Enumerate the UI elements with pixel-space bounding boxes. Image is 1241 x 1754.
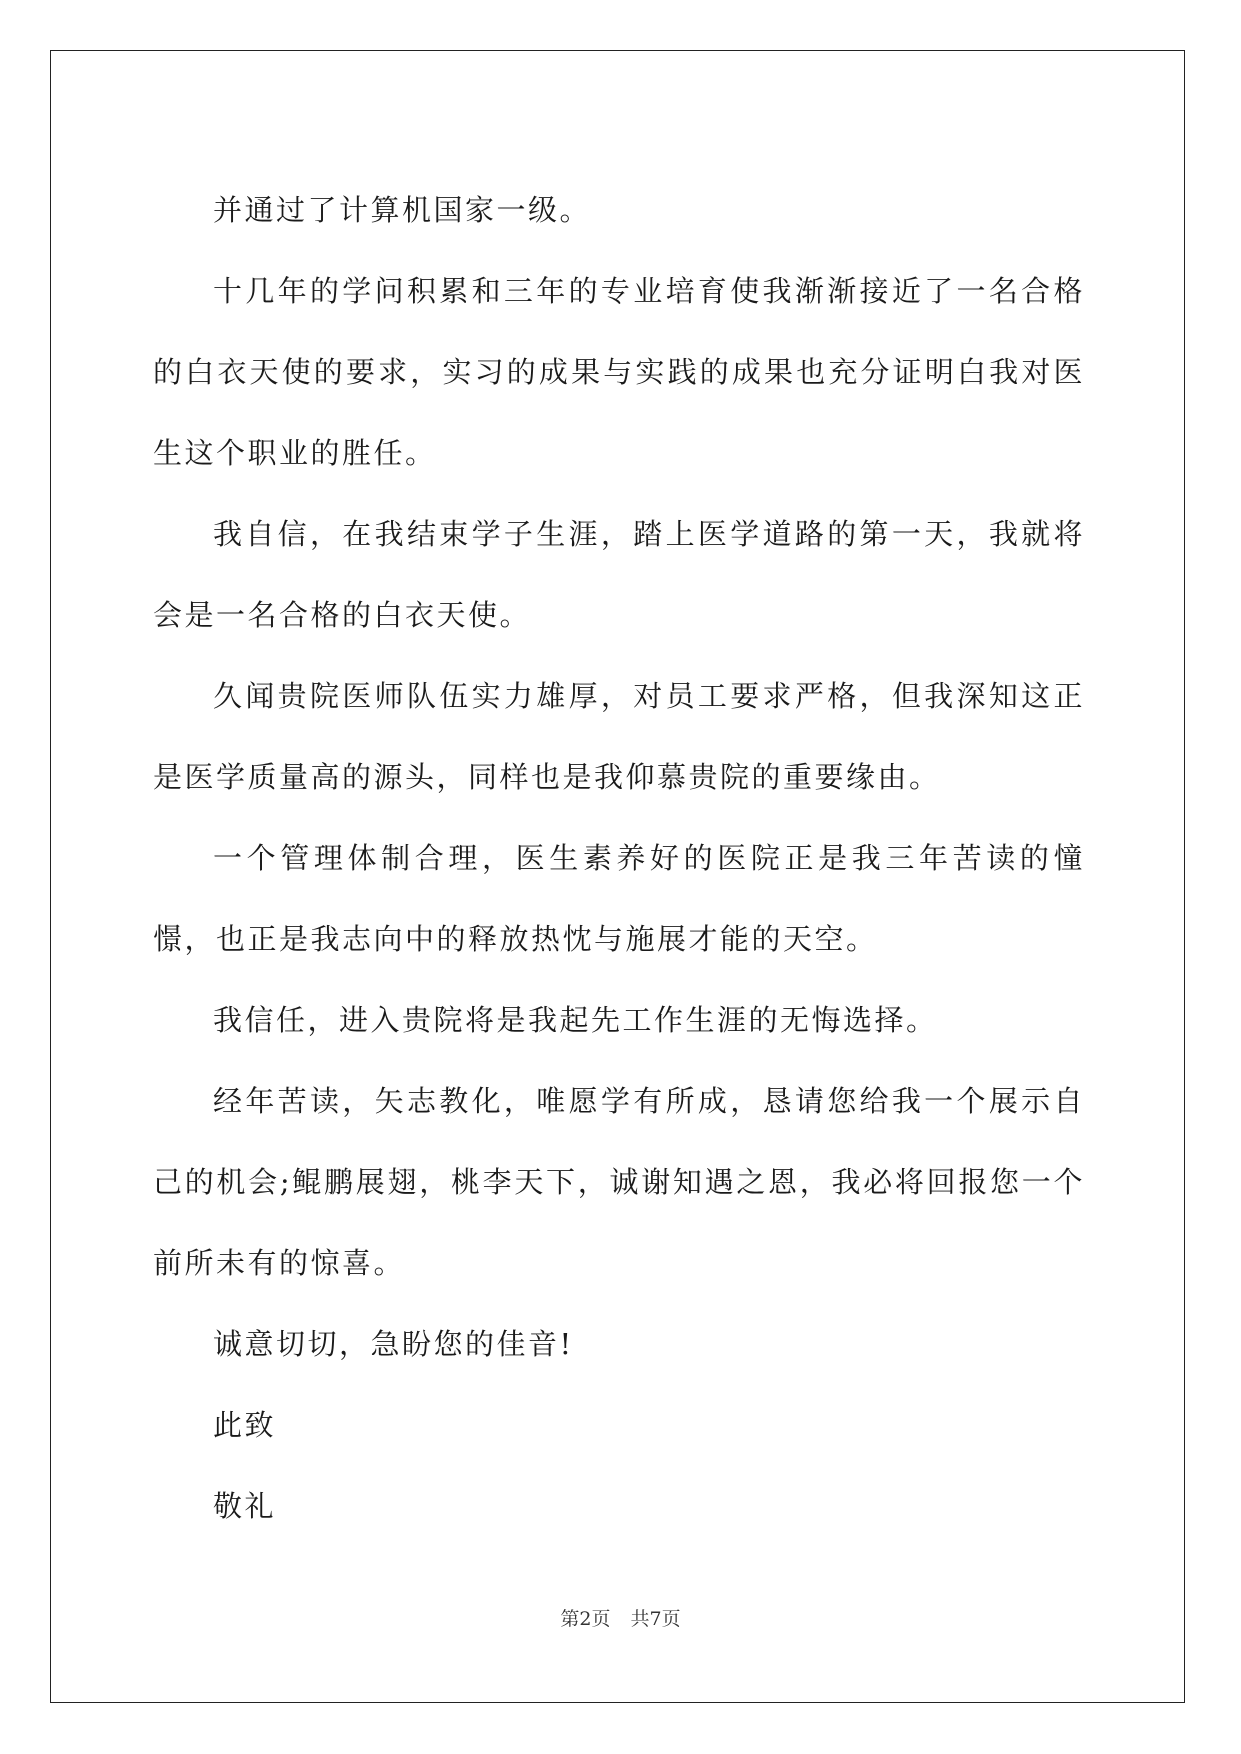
paragraph-6: 我信任，进入贵院将是我起先工作生涯的无悔选择。	[213, 1003, 938, 1037]
paragraph-5: 一个管理体制合理，医生素养好的医院正是我三年苦读的憧憬，也正是我志向中的释放热忱与施展才能的天空。	[153, 841, 1085, 956]
paragraph-4: 久闻贵院医师队伍实力雄厚，对员工要求严格，但我深知这正是医学质量高的源头，同样也是我仰慕贵院的重要缘由。	[153, 679, 1085, 794]
paragraph-8: 诚意切切，急盼您的佳音!	[213, 1327, 574, 1361]
letter-body	[153, 170, 1085, 1547]
paragraph-2: 十几年的学问积累和三年的专业培育使我渐渐接近了一名合格的白衣天使的要求，实习的成果与实践的成果也充分证明白我对医生这个职业的胜任。	[153, 274, 1085, 470]
closing-line-2: 敬礼	[213, 1489, 277, 1523]
paragraph-1: 并通过了计算机国家一级。	[213, 193, 592, 227]
page-number-current: 第2页	[560, 1608, 611, 1630]
paragraph-3: 我自信，在我结束学子生涯，踏上医学道路的第一天，我就将会是一名合格的白衣天使。	[153, 517, 1085, 632]
closing-line-1: 此致	[213, 1408, 277, 1442]
paragraph-7: 经年苦读，矢志教化，唯愿学有所成，恳请您给我一个展示自己的机会;鲲鹏展翅，桃李天下，诚谢知遇之恩，我必将回报您一个前所未有的惊喜。	[153, 1084, 1085, 1280]
page-footer	[0, 1604, 1241, 1631]
page-number-total: 共7页	[630, 1608, 681, 1630]
